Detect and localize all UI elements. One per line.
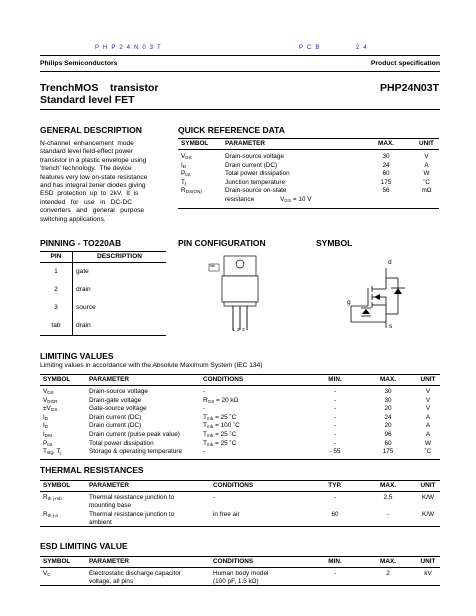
esd-col-max: MAX. bbox=[380, 558, 396, 566]
th-typ: - bbox=[333, 494, 337, 501]
qrd-unit: V bbox=[424, 153, 429, 160]
th-max: 2.5 bbox=[383, 494, 393, 501]
th-typ: 60 bbox=[331, 511, 339, 519]
qrd-rds-cond: V bbox=[280, 195, 285, 203]
lim-param: Drain-gate voltage bbox=[89, 396, 142, 404]
pin-number: 3 bbox=[54, 304, 58, 312]
esd-param-1: Electrostatic discharge capacitor bbox=[89, 570, 181, 577]
tab-label: tab bbox=[210, 264, 215, 268]
th-symbol-sub: th j-mb bbox=[47, 496, 62, 501]
lim-symbol-sub: D bbox=[44, 415, 49, 421]
qrd-symbol-sub: tot bbox=[185, 172, 191, 178]
esd-param-2: voltage, all pins bbox=[89, 577, 134, 585]
qrd-row bbox=[178, 162, 439, 171]
lim-max: 20 bbox=[384, 422, 392, 430]
general-text-line: and has integral zener diodes giving bbox=[40, 182, 146, 190]
esd-sym-sub: C bbox=[47, 572, 51, 577]
lim-symbol-cell bbox=[40, 405, 86, 414]
qrd-symbol-cell bbox=[178, 162, 222, 171]
th-param-cell bbox=[86, 509, 210, 527]
lim-param: Gate-source voltage bbox=[89, 405, 147, 413]
th-param-cell bbox=[86, 492, 210, 510]
limiting-heading: LIMITING VALUES bbox=[40, 351, 114, 361]
pcb-label: PCB bbox=[299, 45, 324, 51]
lim-unit: ˚C bbox=[424, 448, 432, 456]
limiting-row bbox=[40, 386, 440, 397]
qrd-col-symbol: SYMBOL bbox=[181, 140, 209, 148]
lim-symbol-sub: tot bbox=[47, 441, 53, 447]
lim-symbol-cell bbox=[40, 431, 86, 440]
qrd-rds-cond-val: = 10 V bbox=[291, 195, 312, 203]
qrd-table bbox=[178, 138, 439, 209]
lim-cond: T bbox=[203, 422, 207, 430]
th-symbol-cell bbox=[40, 509, 86, 527]
th-col-unit: UNIT bbox=[420, 482, 436, 490]
pin-row bbox=[40, 281, 166, 299]
lim-tj-sub: j bbox=[60, 450, 62, 456]
lim-symbol: I bbox=[43, 413, 45, 421]
th-col-typ: TYP. bbox=[328, 482, 342, 490]
qrd-param: Total power dissipation bbox=[225, 170, 290, 178]
lim-param: Total power dissipation bbox=[89, 439, 154, 447]
th-symbol: R bbox=[43, 511, 48, 519]
qrd-blank bbox=[178, 196, 222, 208]
qrd-unit: A bbox=[424, 161, 429, 169]
qrd-row bbox=[178, 150, 439, 162]
lim-symbol-cell bbox=[40, 386, 86, 397]
lim-symbol: ±V bbox=[43, 405, 51, 413]
lim-cond-val: = 100 ˚C bbox=[213, 422, 240, 430]
lim-symbol: I bbox=[43, 430, 45, 438]
lim-min: - bbox=[333, 388, 337, 395]
qrd-param: Drain-source voltage bbox=[225, 153, 284, 160]
lim-symbol-cell bbox=[40, 397, 86, 406]
qrd-param: Junction temperature bbox=[225, 178, 286, 186]
esd-col-symbol: SYMBOL bbox=[43, 558, 71, 566]
mosfet-symbol bbox=[316, 252, 440, 340]
th-symbol-sub: th j-a bbox=[47, 513, 58, 519]
limiting-row bbox=[40, 422, 440, 431]
thermal-table bbox=[40, 480, 440, 527]
lim-min: - bbox=[333, 430, 337, 438]
lim-cond-val: = 20 kΩ bbox=[214, 396, 239, 404]
pin-description: drain bbox=[73, 281, 167, 299]
qrd-unit: ˚C bbox=[423, 178, 430, 186]
qrd-param: Drain-source on-state bbox=[225, 187, 287, 195]
lim-min: - bbox=[333, 422, 337, 430]
lim-symbol-sub: D bbox=[44, 424, 49, 430]
pin-row bbox=[40, 263, 166, 282]
pinconfig-heading: PIN CONFIGURATION bbox=[178, 238, 266, 248]
lim-symbol-sub: DM bbox=[44, 432, 52, 438]
pin-number: 1 bbox=[54, 268, 58, 276]
qrd-unit: W bbox=[423, 170, 430, 178]
qrd-blank bbox=[414, 196, 439, 208]
esd-col-param: PARAMETER bbox=[89, 558, 130, 566]
lim-unit: A bbox=[425, 430, 431, 438]
pin-description: gate bbox=[73, 263, 167, 282]
qrd-row bbox=[178, 170, 439, 179]
lim-cond-sub: mb bbox=[206, 415, 214, 421]
lim-symbol-cell bbox=[40, 414, 86, 423]
qrd-max: 30 bbox=[382, 153, 390, 160]
lim-param: Drain current (DC) bbox=[89, 413, 142, 421]
symbol-source-label: s bbox=[389, 323, 393, 330]
lim-unit: A bbox=[425, 413, 431, 421]
qrd-symbol-sub: DS bbox=[185, 155, 192, 160]
qrd-param-cont bbox=[222, 196, 358, 208]
lim-cond-sub: mb bbox=[206, 424, 214, 430]
limiting-table bbox=[40, 374, 440, 460]
limiting-row bbox=[40, 397, 440, 406]
lim-cond: R bbox=[203, 396, 208, 404]
th-col-max: MAX. bbox=[380, 482, 396, 490]
th-param-1: Thermal resistance junction to bbox=[89, 511, 175, 519]
qrd-col-unit: UNIT bbox=[419, 140, 434, 148]
lim-symbol-sub: GS bbox=[50, 407, 58, 413]
qrd-symbol-cell bbox=[178, 179, 222, 188]
title-rule bbox=[40, 109, 440, 110]
qrd-unit: mΩ bbox=[421, 187, 432, 195]
esd-sym: V bbox=[43, 570, 48, 577]
lim-symbol-sub: stg bbox=[46, 450, 54, 456]
th-cond: - bbox=[213, 494, 216, 501]
lim-cond-cell bbox=[200, 440, 310, 449]
lim-symbol-sub: DGR bbox=[47, 398, 58, 404]
lim-cond-sub: mb bbox=[206, 432, 214, 438]
qrd-max: 60 bbox=[382, 170, 390, 178]
esd-cond-1: Human body model bbox=[213, 570, 269, 577]
symbol-heading: SYMBOL bbox=[316, 238, 353, 248]
esd-col-min: MIN. bbox=[328, 558, 342, 566]
pin-description: drain bbox=[73, 317, 167, 336]
lim-col-cond: CONDITIONS bbox=[203, 376, 244, 384]
th-param-2: ambient bbox=[89, 518, 112, 526]
general-text-line: N-channel enhancement mode bbox=[40, 140, 134, 147]
esd-min: - bbox=[333, 570, 337, 577]
part-number: PHP24N03T bbox=[380, 82, 439, 94]
th-param-1: Thermal resistance junction to bbox=[89, 494, 175, 501]
lim-unit: W bbox=[424, 439, 432, 447]
lim-unit: V bbox=[425, 388, 431, 395]
lim-col-min: MIN. bbox=[328, 376, 342, 384]
to220-package-drawing bbox=[178, 252, 304, 340]
lim-max: 20 bbox=[384, 405, 392, 413]
qrd-symbol: R bbox=[181, 187, 186, 195]
pin-col-desc: DESCRIPTION bbox=[73, 252, 167, 263]
lim-cond: - bbox=[203, 448, 206, 456]
pin-number: tab bbox=[51, 322, 61, 330]
qrd-rds-cond-sub: GS bbox=[284, 197, 292, 203]
th-unit: K/W bbox=[421, 511, 435, 519]
th-unit: K/W bbox=[421, 494, 435, 501]
th-symbol-cell bbox=[40, 492, 86, 510]
pin-row bbox=[40, 317, 166, 336]
pin-numbers-label: 1 2 3 bbox=[232, 328, 246, 333]
lim-cond: - bbox=[203, 388, 206, 395]
esd-col-unit: UNIT bbox=[420, 558, 436, 566]
esd-col-cond: CONDITIONS bbox=[213, 558, 254, 566]
esd-max: 2 bbox=[386, 570, 390, 577]
esd-cond-2: (100 pF, 1.5 kΩ) bbox=[213, 577, 259, 585]
symbol-gate-label: g bbox=[347, 299, 351, 306]
th-col-param: PARAMETER bbox=[89, 482, 130, 490]
general-text-line: ESD protection up to 2kV. It is bbox=[40, 190, 139, 198]
esd-row bbox=[40, 568, 440, 586]
general-text-line: converters and general purpose bbox=[40, 207, 145, 215]
lim-cond-val: = 25 ˚C bbox=[213, 439, 237, 447]
lim-cond-cell bbox=[200, 431, 310, 440]
lim-min: - 55 bbox=[329, 448, 341, 456]
th-col-cond: CONDITIONS bbox=[213, 482, 254, 490]
lim-max: 175 bbox=[382, 448, 394, 456]
lim-cond-val: = 25 ˚C bbox=[213, 430, 237, 438]
qrd-symbol-cell bbox=[178, 187, 222, 196]
header-codes bbox=[0, 45, 476, 55]
qrd-rds-line2: resistance bbox=[225, 195, 255, 203]
lim-max: 60 bbox=[384, 439, 392, 447]
lim-max: 96 bbox=[384, 430, 392, 438]
lim-cond-val: = 25 ˚C bbox=[213, 413, 237, 421]
general-text-line: intended for use in DC-DC bbox=[40, 198, 132, 206]
general-heading: GENERAL DESCRIPTION bbox=[40, 125, 142, 135]
lim-cond-cell bbox=[200, 386, 310, 397]
lim-symbol-cell bbox=[40, 448, 86, 459]
lim-symbol: P bbox=[43, 439, 48, 447]
lim-cond-cell bbox=[200, 405, 310, 414]
lim-min: - bbox=[333, 439, 337, 447]
company-name: Philips Semiconductors bbox=[40, 60, 118, 67]
general-text-line: features very low on-state resistance bbox=[40, 173, 148, 181]
lim-cond: T bbox=[203, 413, 207, 421]
lim-max: 24 bbox=[384, 413, 392, 421]
spec-type: Product specification bbox=[370, 60, 440, 67]
lim-symbol: V bbox=[43, 396, 48, 404]
esd-heading: ESD LIMITING VALUE bbox=[40, 541, 128, 551]
lim-param: Storage & operating temperature bbox=[89, 448, 183, 456]
lim-col-unit: UNIT bbox=[420, 376, 436, 384]
qrd-blank bbox=[358, 196, 414, 208]
th-col-symbol: SYMBOL bbox=[43, 482, 71, 490]
lim-symbol-cell bbox=[40, 422, 86, 431]
header-rule-2 bbox=[40, 71, 440, 72]
limiting-row bbox=[40, 405, 440, 414]
lim-symbol-sub: DS bbox=[47, 390, 54, 395]
th-param-2: mounting base bbox=[89, 501, 131, 509]
general-text-line: standard level field-effect power bbox=[40, 148, 133, 156]
limiting-subtitle: Limiting values in accordance with the Absolute Maximum System (IEC 134) bbox=[40, 362, 263, 369]
pinning-table bbox=[40, 251, 166, 336]
pin-number: 2 bbox=[54, 286, 58, 294]
esd-unit: kV bbox=[424, 570, 432, 577]
lim-col-param: PARAMETER bbox=[89, 376, 130, 384]
lim-cond-cell bbox=[200, 397, 310, 406]
qrd-symbol: I bbox=[181, 161, 183, 169]
qrd-symbol-cell bbox=[178, 150, 222, 162]
qrd-symbol-sub: D bbox=[182, 163, 187, 169]
thermal-row bbox=[40, 492, 440, 510]
pin-col-pin: PIN bbox=[50, 253, 62, 261]
lim-min: - bbox=[333, 413, 337, 421]
qrd-col-param: PARAMETER bbox=[225, 140, 266, 148]
lim-param: Drain-source voltage bbox=[89, 388, 148, 395]
lim-cond-sub: GS bbox=[207, 398, 215, 404]
lim-cond: T bbox=[203, 439, 207, 447]
pcb-number: 24 bbox=[356, 45, 371, 51]
limiting-row bbox=[40, 414, 440, 423]
symbol-drain-label: d bbox=[388, 259, 392, 266]
qrd-param: Drain current (DC) bbox=[225, 161, 278, 169]
lim-cond: - bbox=[203, 405, 206, 413]
lim-unit: A bbox=[425, 422, 431, 430]
lim-max: 30 bbox=[384, 396, 392, 404]
pin-description: source bbox=[73, 299, 167, 317]
qrd-max: 24 bbox=[382, 161, 390, 169]
qrd-symbol-sub: j bbox=[184, 180, 186, 186]
qrd-heading: QUICK REFERENCE DATA bbox=[178, 125, 285, 135]
qrd-symbol-cell bbox=[178, 170, 222, 179]
pinning-heading: PINNING - TO220AB bbox=[40, 238, 122, 248]
lim-symbol: I bbox=[43, 422, 45, 430]
thermal-heading: THERMAL RESISTANCES bbox=[40, 465, 144, 475]
lim-cond: T bbox=[203, 430, 207, 438]
general-text-line: transistor in a plastic envelope using bbox=[40, 156, 147, 164]
qrd-row bbox=[178, 187, 439, 196]
doc-title-line1: TrenchMOS transistor bbox=[40, 82, 159, 94]
qrd-row-continued bbox=[178, 196, 439, 208]
general-text bbox=[40, 140, 166, 224]
doc-title-line2: Standard level FET bbox=[40, 94, 135, 106]
pin-row bbox=[40, 299, 166, 317]
lim-cond-cell bbox=[200, 448, 310, 459]
qrd-max: 56 bbox=[382, 187, 390, 195]
lim-param: Drain current (DC) bbox=[89, 422, 142, 430]
limiting-row bbox=[40, 431, 440, 440]
lim-param: Drain current (pulse peak value) bbox=[89, 430, 180, 438]
qrd-row bbox=[178, 179, 439, 188]
general-text-line: switching applications. bbox=[40, 215, 106, 223]
part-code: PHP24N03T bbox=[95, 45, 165, 51]
lim-unit: V bbox=[425, 405, 431, 413]
esd-table bbox=[40, 556, 440, 586]
qrd-symbol: T bbox=[181, 178, 185, 186]
lim-col-max: MAX. bbox=[380, 376, 396, 384]
general-text-line: 'trench' technology. The device bbox=[40, 165, 132, 173]
lim-cond-cell bbox=[200, 422, 310, 431]
qrd-max: 175 bbox=[380, 178, 392, 186]
lim-cond-sub: mb bbox=[206, 441, 214, 447]
lim-symbol-cell bbox=[40, 440, 86, 449]
qrd-col-max: MAX. bbox=[378, 140, 394, 148]
lim-unit: V bbox=[425, 396, 431, 404]
lim-min: - bbox=[333, 396, 337, 404]
header-rule bbox=[40, 55, 440, 56]
th-symbol: R bbox=[43, 494, 48, 501]
lim-min: - bbox=[333, 405, 337, 413]
th-max: - bbox=[386, 511, 390, 519]
lim-max: 30 bbox=[384, 388, 392, 395]
lim-tj: , T bbox=[53, 448, 61, 456]
qrd-symbol: V bbox=[181, 153, 186, 160]
lim-symbol: T bbox=[43, 448, 47, 456]
lim-symbol: V bbox=[43, 388, 48, 395]
th-cond: in free air bbox=[213, 511, 240, 519]
limiting-row bbox=[40, 440, 440, 449]
qrd-symbol-sub: DS(ON) bbox=[185, 189, 202, 195]
limiting-row bbox=[40, 448, 440, 459]
lim-col-symbol: SYMBOL bbox=[43, 376, 71, 384]
thermal-row bbox=[40, 509, 440, 527]
qrd-symbol: P bbox=[181, 170, 186, 178]
